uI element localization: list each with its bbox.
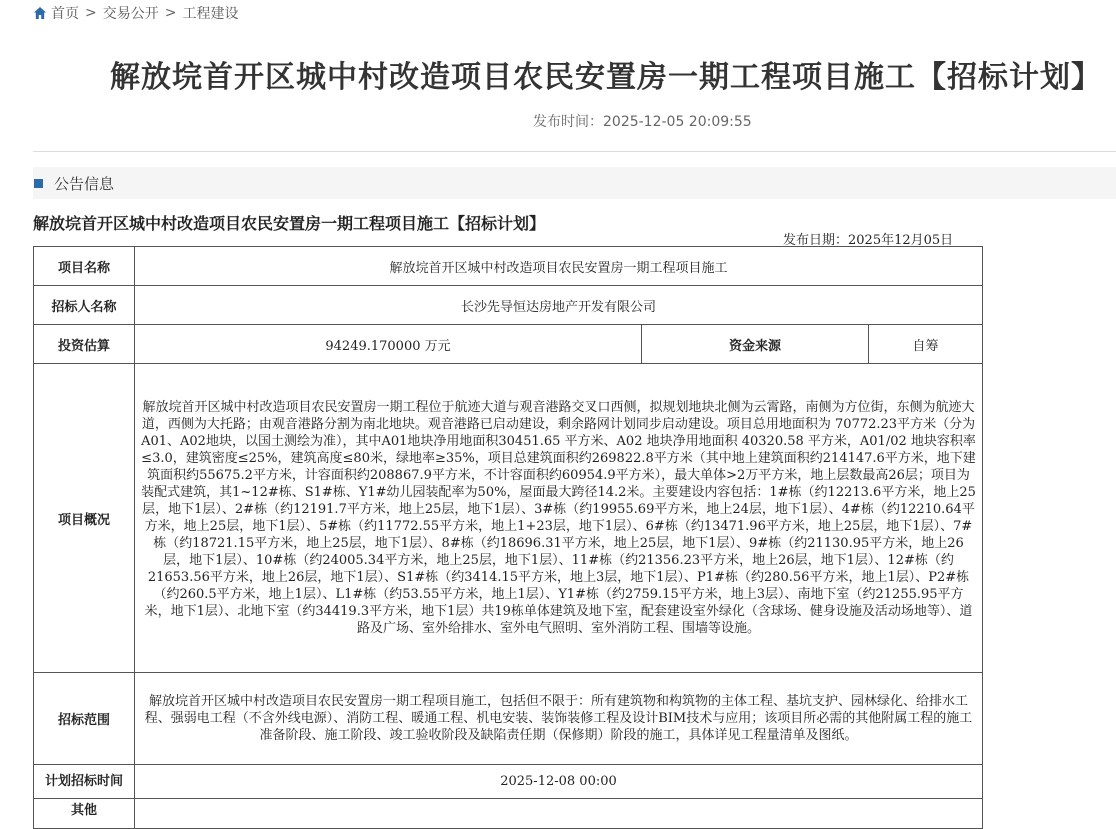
section-marker-icon [34, 179, 43, 188]
section-label: 公告信息 [54, 174, 115, 193]
table-row [34, 765, 983, 799]
plan-time-label: 计划招标时间 [34, 765, 135, 799]
tenderer-label: 招标人名称 [34, 286, 135, 325]
notice-title: 解放垸首开区城中村改造项目农民安置房一期工程项目施工【招标计划】 [33, 214, 546, 233]
table-row [34, 799, 983, 829]
breadcrumb-home-link[interactable]: 首页 [51, 6, 79, 22]
overview-value: 解放垸首开区城中村改造项目农民安置房一期工程位于航迹大道与观音港路交叉口西侧，拟规划地块北侧为云霄路，南侧为方位街，东侧为航迹大道，西侧为大托路；由观音港路分割为南北地块。观音港路已启动建设，剩余路网计划同步启动建设。项目总用地面积为 70772.23平方米（分为 A01、A02地块，以国土测绘为准），其中A01地块净用地面积30451.65 平方米、A02 地块净用地面积 40320.58 平方米，A01/02 地块容积率≤3.0，建筑密度≤25%，建筑高度≤80米，绿地率≥35%，项目总建筑面积约269822.8平方米（其中地上建筑面积约214147.6平方米，地下建筑面积约55675.2平方米，计容面积约208867.9平方米，不计容面积约60954.9平方米），最大单体>2万平方米，地上层数最高26层；项目为装配式建筑，其1~12#栋、S1#栋、Y1#幼儿园装配率为50%，屋面最大跨径14.2米。主要建设内容包括：1#栋（约12213.6平方米，地上25层，地下1层）、2#栋（约12191.7平方米，地上25层，地下1层）、3#栋（约19955.69平方米，地上24层，地下1层）、4#栋（约12210.64平方米，地上25层，地下1层）、5#栋（约11772.55平方米，地上1+23层，地下1层）、6#栋（约13471.96平方米，地上25层，地下1层）、7#栋（约18721.15平方米，地上25层，地下1层）、8#栋（约18696.31平方米，地上25层，地下1层）、9#栋（约21130.95平方米，地上26层，地下1层）、10#栋（约24005.34平方米，地上25层，地下1层）、11#栋（约21356.23平方米，地上26层，地下1层）、12#栋（约21653.56平方米，地上26层，地下1层）、S1#栋（约3414.15平方米，地上3层，地下1层）、P1#栋（约280.56平方米，地上1层）、P2#栋（约260.5平方米，地上1层）、L1#栋（约53.55平方米，地上1层）、Y1#栋（约2759.15平方米，地上3层）、南地下室（约21255.95平方米，地下1层）、北地下室（约34419.3平方米，地下1层）共19栋单体建筑及地下室，配套建设室外绿化（含球场、健身设施及活动场地等）、道路及广场、室外给排水、室外电气照明、室外消防工程、围墙等设施。 [135, 364, 983, 673]
publish-time: 发布时间：2025-12-05 20:09:55 [533, 114, 752, 130]
info-table [33, 246, 983, 829]
project-name-value: 解放垸首开区城中村改造项目农民安置房一期工程项目施工 [135, 247, 983, 286]
breadcrumb-separator: > [85, 5, 97, 21]
plan-time-value: 2025-12-08 00:00 [135, 765, 983, 799]
breadcrumb-trade-link[interactable]: 交易公开 [102, 6, 159, 22]
notice-date: 发布日期：2025年12月05日 [783, 233, 954, 248]
table-row [34, 247, 983, 286]
fund-source-label: 资金来源 [642, 325, 869, 364]
other-value [135, 799, 983, 829]
breadcrumb-construction-link[interactable]: 工程建设 [182, 6, 239, 22]
table-row [34, 286, 983, 325]
other-label: 其他 [34, 799, 135, 829]
investment-label: 投资估算 [34, 325, 135, 364]
table-row [34, 325, 983, 364]
fund-source-value: 自筹 [869, 325, 983, 364]
divider [33, 151, 1116, 152]
overview-label: 项目概况 [34, 364, 135, 673]
page-title: 解放垸首开区城中村改造项目农民安置房一期工程项目施工【招标计划】 [110, 60, 1102, 95]
investment-value: 94249.170000 万元 [135, 325, 642, 364]
scope-label: 招标范围 [34, 673, 135, 765]
home-icon[interactable] [33, 6, 47, 20]
scope-value: 解放垸首开区城中村改造项目农民安置房一期工程项目施工，包括但不限于：所有建筑物和构筑物的主体工程、基坑支护、园林绿化、给排水工程、强弱电工程（不含外线电源）、消防工程、暖通工程、机电安装、装饰装修工程及设计BIM技术与应用；该项目所必需的其他附属工程的施工准备阶段、施工阶段、竣工验收阶段及缺陷责任期（保修期）阶段的施工，具体详见工程量清单及图纸。 [135, 673, 983, 765]
table-row [34, 364, 983, 673]
breadcrumb [33, 3, 238, 23]
section-header [33, 167, 1116, 199]
table-row [34, 673, 983, 765]
tenderer-value: 长沙先导恒达房地产开发有限公司 [135, 286, 983, 325]
project-name-label: 项目名称 [34, 247, 135, 286]
breadcrumb-separator: > [164, 5, 177, 21]
